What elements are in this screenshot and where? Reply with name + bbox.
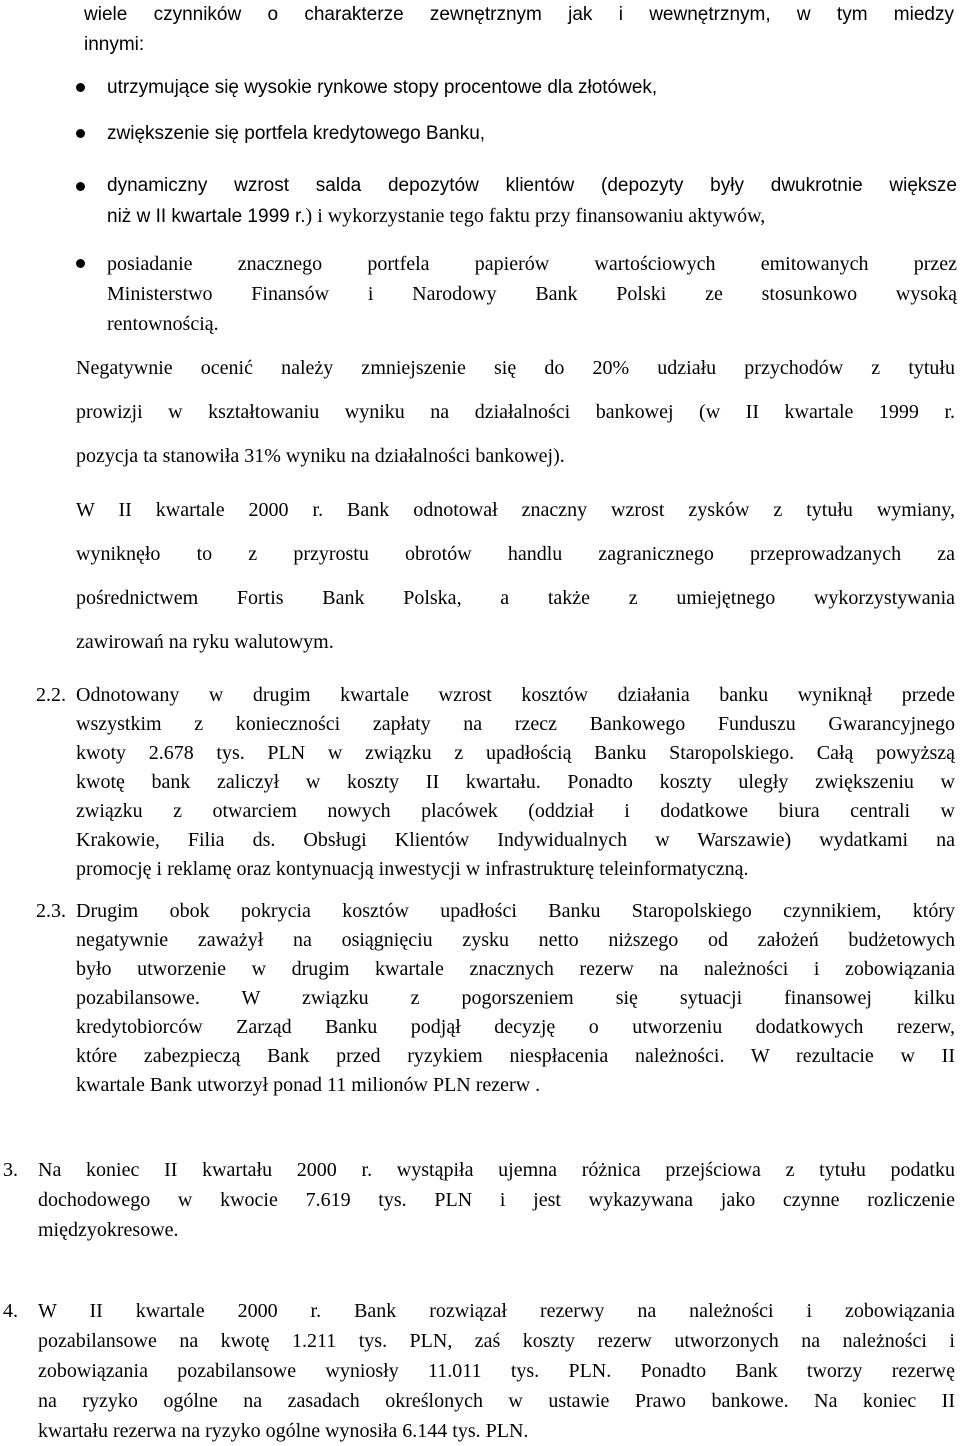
s3-line-2: dochodowego w kwocie 7.619 tys. PLN i jest wykazywana jako czynne rozliczenie — [38, 1189, 955, 1211]
s3-line-1: Na koniec II kwartału 2000 r. wystąpiła ujemna różnica przejściowa z tytułu podatku — [38, 1159, 955, 1181]
negative-paragraph — [76, 346, 955, 478]
s23-line-5: kredytobiorców Zarząd Banku podjął decyzję o utworzeniu dodatkowych rezerw, — [76, 1016, 955, 1038]
negative-line-3: pozycja ta stanowiła 31% wyniku na działalności bankowej). — [76, 445, 565, 467]
intro-line-2: innymi: — [84, 34, 145, 55]
q2-line-1: W II kwartale 2000 r. Bank odnotował znaczny wzrost zysków z tytułu wymiany, — [76, 499, 955, 521]
s22-line-1: Odnotowany w drugim kwartale wzrost kosztów działania banku wyniknął przede — [76, 684, 955, 706]
s22-line-3: kwoty 2.678 tys. PLN w związku z upadłością Banku Staropolskiego. Całą powyższą — [76, 742, 955, 764]
negative-line-2: prowizji w kształtowaniu wyniku na działalności bankowej (w II kwartale 1999 r. — [76, 401, 955, 423]
bullet-item-1-text: utrzymujące się wysokie rynkowe stopy procentowe dla złotówek, — [107, 77, 658, 98]
section-number-2-3: 2.3. — [36, 900, 66, 922]
s22-line-4: kwotę bank zaliczył w koszty II kwartału. Ponadto koszty uległy zwiększeniu w — [76, 771, 955, 793]
s4-line-2: pozabilansowe na kwotę 1.211 tys. PLN, zaś koszty rezerw utworzonych na należności i — [38, 1330, 955, 1352]
section-3-paragraph — [38, 1155, 955, 1245]
bullet-item-3-line-2b: ) i wykorzystanie tego faktu przy finansowaniu aktywów, — [305, 205, 766, 227]
bullet-item-3-line-1: dynamiczny wzrost salda depozytów klientów (depozyty były dwukrotnie większe — [107, 175, 957, 196]
bullet-item-4-line-2: Ministerstwo Finansów i Narodowy Bank Polski ze stosunkowo wysoką — [107, 283, 957, 305]
s22-line-7: promocję i reklamę oraz kontynuacją inwestycji w infrastrukturę teleinformatyczną. — [76, 858, 749, 880]
section-number-3: 3. — [3, 1159, 18, 1181]
q2-line-3: pośrednictwem Fortis Bank Polska, a także z umiejętnego wykorzystywania — [76, 587, 955, 609]
bullet-item-3-line-2 — [107, 201, 957, 232]
section-number-2-2: 2.2. — [36, 684, 66, 706]
s4-line-5: kwartału rezerwa na ryzyko ogólne wynosiła 6.144 tys. PLN. — [38, 1420, 529, 1442]
s22-line-2: wszystkim z konieczności zapłaty na rzecz Bankowego Funduszu Gwarancyjnego — [76, 713, 955, 735]
bullet-item-3 — [107, 171, 957, 232]
s4-line-4: na ryzyko ogólne na zasadach określonych w ustawie Prawo bankowe. Na koniec II — [38, 1390, 955, 1412]
s3-line-3: międzyokresowe. — [38, 1219, 179, 1241]
q2-paragraph — [76, 488, 955, 664]
section-4-paragraph — [38, 1296, 955, 1446]
s4-line-3: zobowiązania pozabilansowe wyniosły 11.011 tys. PLN. Ponadto Bank tworzy rezerwę — [38, 1360, 955, 1382]
s23-line-3: było utworzenie w drugim kwartale znacznych rezerw na należności i zobowiązania — [76, 958, 955, 980]
section-number-4: 4. — [3, 1300, 18, 1322]
s22-line-6: Krakowie, Filia ds. Obsługi Klientów Indywidualnych w Warszawie) wydatkami na — [76, 829, 955, 851]
s23-line-4: pozabilansowe. W związku z pogorszeniem się sytuacji finansowej kilku — [76, 987, 955, 1009]
section-2-2-paragraph — [76, 681, 955, 884]
bullet-item-2-text: zwiększenie się portfela kredytowego Banku, — [107, 123, 486, 144]
s4-line-1: W II kwartale 2000 r. Bank rozwiązał rezerwy na należności i zobowiązania — [38, 1300, 955, 1322]
s23-line-6: które zabezpieczą Bank przed ryzykiem niespłacenia należności. W rezultacie w II — [76, 1045, 955, 1067]
bullet-item-4-line-1: posiadanie znacznego portfela papierów wartościowych emitowanych przez — [107, 253, 957, 275]
bullet-icon — [76, 129, 85, 138]
negative-line-1: Negatywnie ocenić należy zmniejszenie się do 20% udziału przychodów z tytułu — [76, 357, 955, 379]
s23-line-2: negatywnie zaważył na osiągnięciu zysku netto niższego od założeń budżetowych — [76, 929, 955, 951]
bullet-icon — [76, 182, 85, 191]
section-2-3-paragraph — [76, 897, 955, 1100]
intro-line-1: wiele czynników o charakterze zewnętrznym jak i wewnętrznym, w tym miedzy — [84, 4, 954, 25]
s22-line-5: związku z otwarciem nowych placówek (oddział i dodatkowe biura centrali w — [76, 800, 955, 822]
bullet-item-3-line-2a: niż w II kwartale 1999 r. — [107, 206, 306, 227]
bullet-item-4 — [107, 249, 957, 339]
bullet-item-4-line-3: rentownością. — [107, 313, 219, 335]
bullet-item-2 — [107, 119, 957, 149]
q2-line-4: zawirowań na ryku walutowym. — [76, 631, 334, 653]
q2-line-2: wyniknęło to z przyrostu obrotów handlu zagranicznego przeprowadzanych za — [76, 543, 955, 565]
bullet-icon — [76, 259, 85, 268]
s23-line-7: kwartale Bank utworzył ponad 11 milionów PLN rezerw . — [76, 1074, 541, 1096]
s23-line-1: Drugim obok pokrycia kosztów upadłości Banku Staropolskiego czynnikiem, który — [76, 900, 955, 922]
bullet-item-1 — [107, 73, 957, 103]
intro-paragraph — [84, 0, 954, 60]
bullet-icon — [76, 83, 85, 92]
